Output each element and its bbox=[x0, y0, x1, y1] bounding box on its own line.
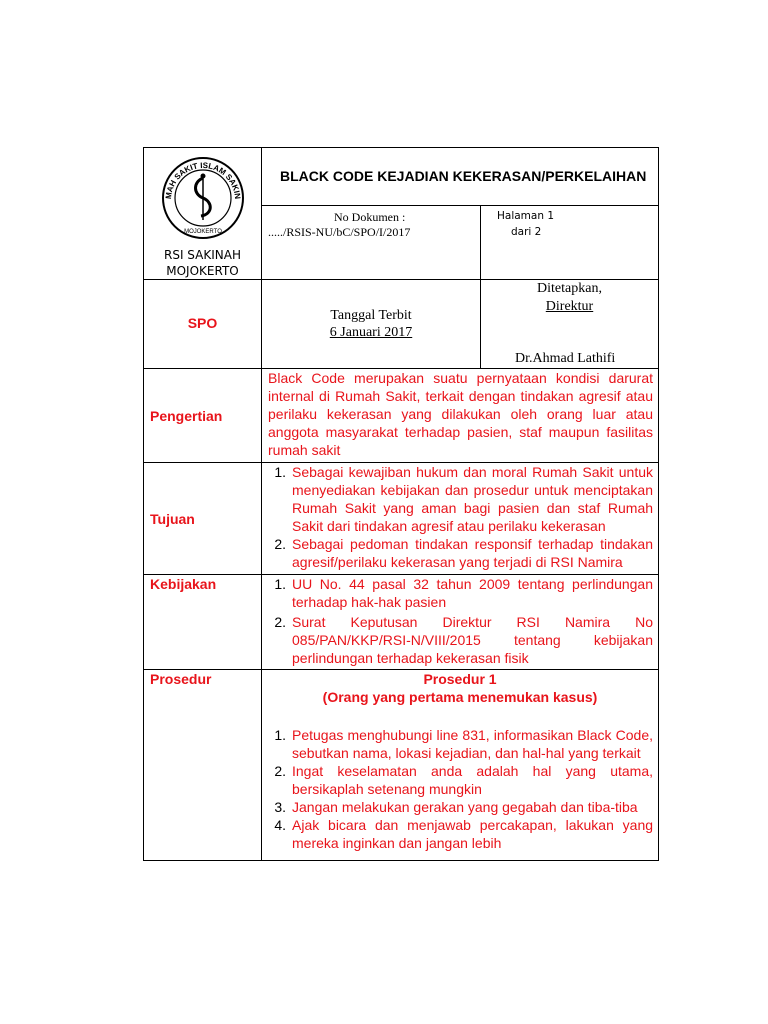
list-item: 1. Sebagai kewajiban hukum dan moral Rumah Sakit untuk menyediakan kebijakan dan prosedur untuk menciptakan Rumah Sakit yang aman bagi pasien dan staf Rumah Sakit dari tindakan agresif atau perilaku kekerasan bbox=[274, 464, 654, 534]
document-number-cell bbox=[262, 205, 481, 279]
approval-cell bbox=[481, 280, 659, 369]
prosedur-label: Prosedur bbox=[150, 671, 212, 687]
tujuan-cell bbox=[262, 463, 659, 575]
page-number-line2: dari 2 bbox=[511, 225, 542, 238]
page-number-line1: Halaman 1 bbox=[497, 209, 555, 222]
pengertian-label-cell bbox=[144, 369, 262, 463]
approval-position: Direktur bbox=[545, 299, 594, 314]
pengertian-cell bbox=[262, 369, 659, 463]
list-item: 1. UU No. 44 pasal 32 tahun 2009 tentang perlindungan terhadap hak-hak pasien bbox=[274, 576, 654, 610]
list-item: 1. Petugas menghubungi line 831, informasikan Black Code, sebutkan nama, lokasi kejadian, dan hal-hal yang terkait bbox=[274, 727, 654, 761]
issue-date-cell bbox=[262, 280, 481, 369]
prosedur-list bbox=[262, 726, 658, 852]
list-item: 4. Ajak bicara dan menjawab percakapan, lakukan yang mereka inginkan dan jangan lebih bbox=[274, 817, 654, 851]
list-item: 2. Surat Keputusan Direktur RSI Namira No 085/PAN/KKP/RSI-N/VIII/2015 tentang kebijakan perlindungan terhadap kekerasan fisik bbox=[274, 614, 654, 666]
document-title: BLACK CODE KEJADIAN KEKERASAN/PERKELAIHAN bbox=[280, 168, 647, 185]
org-city: MOJOKERTO bbox=[166, 264, 239, 278]
list-item: 2. Ingat keselamatan anda adalah hal yang utama, bersikaplah setenang mungkin bbox=[274, 763, 654, 797]
prosedur-heading: Prosedur 1 bbox=[423, 671, 497, 687]
kebijakan-list bbox=[262, 575, 658, 667]
tujuan-label-cell bbox=[144, 463, 262, 575]
tujuan-label: Tujuan bbox=[150, 510, 195, 527]
tujuan-list bbox=[262, 463, 658, 571]
issue-date-value: 6 Januari 2017 bbox=[329, 325, 413, 340]
page-number-cell bbox=[481, 205, 659, 279]
prosedur-label-cell bbox=[144, 670, 262, 861]
document-number-label: No Dokumen : bbox=[334, 209, 406, 224]
kebijakan-label: Kebijakan bbox=[150, 576, 217, 592]
prosedur-cell bbox=[262, 670, 659, 861]
kebijakan-label-cell bbox=[144, 575, 262, 670]
approval-signatory: Dr.Ahmad Lathifi bbox=[515, 351, 616, 366]
org-name: RSI SAKINAH bbox=[164, 248, 241, 262]
svg-text:RUMAH SAKIT ISLAM SAKINAH: MAH SAKIT ISLAM SAKIN bbox=[163, 160, 242, 200]
approval-established: Ditetapkan, bbox=[537, 281, 602, 296]
logo-cell bbox=[144, 148, 262, 280]
hospital-logo-icon bbox=[157, 154, 249, 240]
spo-document-table bbox=[143, 147, 659, 861]
list-item: 3. Jangan melakukan gerakan yang gegabah dan tiba-tiba bbox=[274, 799, 638, 815]
list-item: 2. Sebagai pedoman tindakan responsif terhadap tindakan agresif/perilaku kekerasan yang terjadi di RSI Namira bbox=[274, 536, 654, 570]
issue-date-label: Tanggal Terbit bbox=[330, 308, 412, 323]
pengertian-label: Pengertian bbox=[150, 407, 223, 424]
pengertian-text: Black Code merupakan suatu pernyataan kondisi darurat internal di Rumah Sakit, terkait dengan tindakan agresif atau perilaku kekerasan yang dilakukan oleh orang luar atau anggota masyarakat terhadap pasien, staf maupun fasilitas rumah sakit bbox=[268, 370, 654, 458]
document-number-value: ...../RSIS-NU/bC/SPO/I/2017 bbox=[268, 224, 411, 239]
spo-label-cell bbox=[144, 280, 262, 369]
spo-label: SPO bbox=[187, 315, 218, 331]
kebijakan-cell bbox=[262, 575, 659, 670]
prosedur-subheading: (Orang yang pertama menemukan kasus) bbox=[322, 689, 598, 705]
document-title-cell bbox=[262, 148, 659, 206]
svg-text:MOJOKERTO: MOJOKERTO bbox=[183, 229, 222, 235]
